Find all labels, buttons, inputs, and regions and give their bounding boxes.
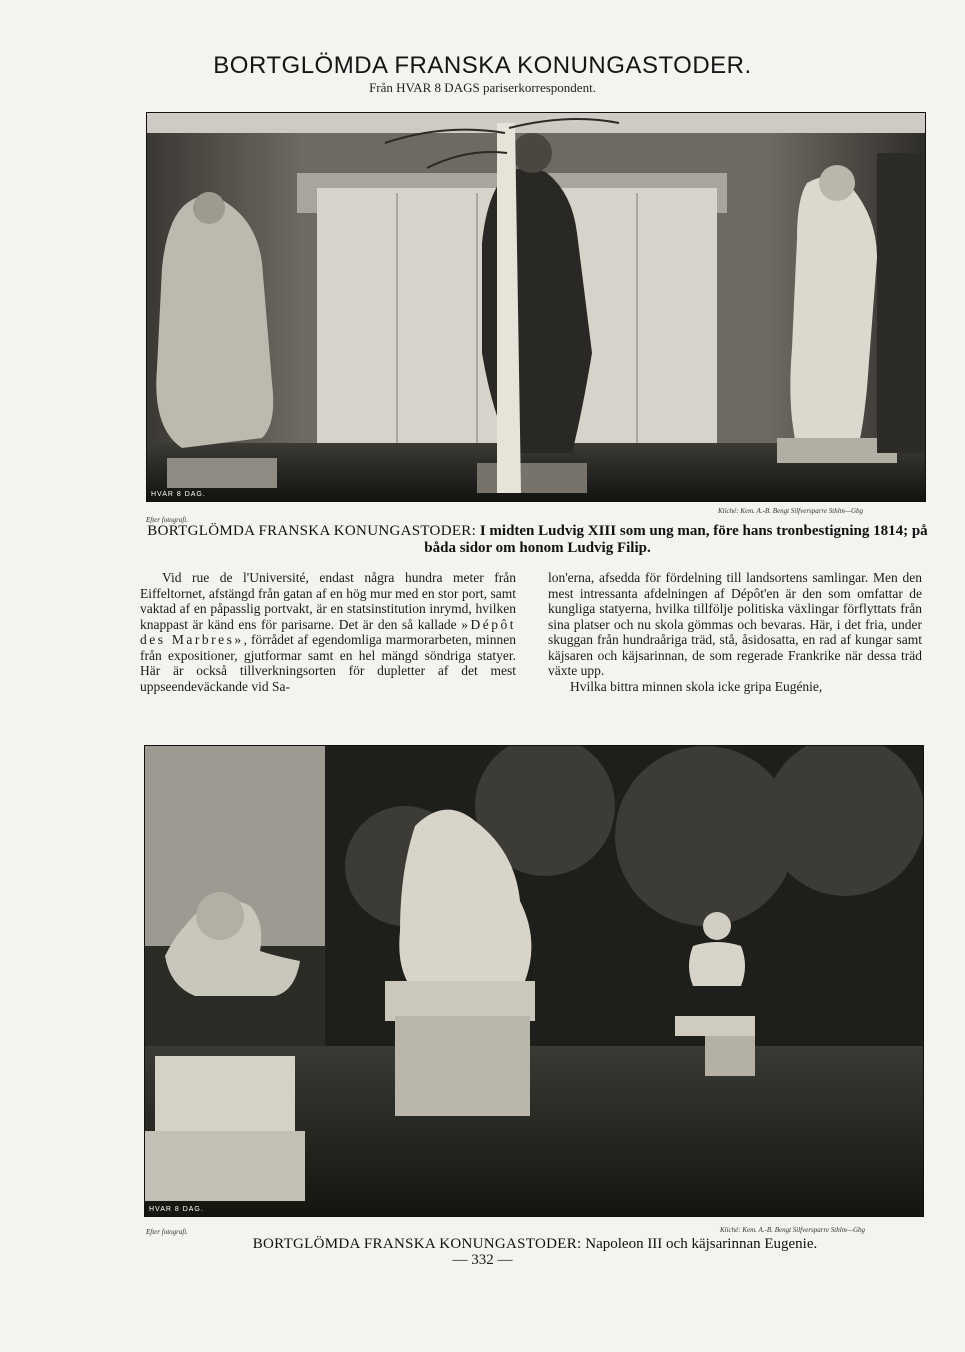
photo-credit-left: Efter fotografi. (146, 1228, 188, 1236)
page-title: BORTGLÖMDA FRANSKA KONUNGASTODER. (213, 52, 752, 79)
photo-watermark: HVAR 8 DAG. (149, 1206, 204, 1213)
caption-label: BORTGLÖMDA FRANSKA KONUNGASTODER: (147, 523, 477, 539)
statues-photo-top (146, 112, 926, 502)
caption-text: I midten Ludvig XIII som ung man, före hans tronbestigning 1814; på båda sidor om honom Ludvig Filip. (424, 523, 928, 556)
figure-caption-bottom (140, 1236, 930, 1253)
busts-photo-bottom (144, 745, 924, 1217)
page-number: — 332 — (452, 1252, 513, 1268)
photo-credit-left: Efter fotografi. (146, 516, 188, 524)
article-text: , förrådet af egendomliga marmorarbeten, minnen från expositioner, gjutformar samt en hel mängd söndriga statyer. Här är också tillverkningsorten för dupletter af det mest uppseendeväckande vid Sa- (140, 632, 516, 694)
caption-label: BORTGLÖMDA FRANSKA KONUNGASTODER: (252, 1236, 582, 1252)
article-text: Vid rue de l'Université, endast några hundra meter från Eiffeltornet, afstängd från gatan af en hög mur med en stor port, samt vaktad af en påpasslig portvakt, är en statsinstitution inrymd, hvilken knappast är känd ens för parisarne. Det är den så kallade (140, 570, 516, 632)
article-column-left (140, 570, 516, 694)
article-paragraph (140, 570, 516, 694)
photo-watermark: HVAR 8 DAG. (151, 491, 206, 498)
caption-text: Napoleon III och käjsarinnan Eugenie. (585, 1236, 818, 1252)
busts-photo-bottom-image (145, 746, 923, 1216)
statues-photo-top-image (147, 113, 925, 501)
article-paragraph: Hvilka bittra minnen skola icke gripa Eugénie, (570, 678, 823, 694)
page-subtitle: Från HVAR 8 DAGS pariserkorrespondent. (369, 80, 596, 95)
photo-credit-right: Kliché: Kem. A.-B. Bengt Silfversparre Sthlm—Gbg (720, 1226, 866, 1234)
article-paragraph: lon'erna, afsedda för fördelning till landsortens samlingar. Men den mest intressanta afdelningen af Dépôt'en är den som omfattar de kungliga statyerna, hvilka tillfölje politiska växlingar förflyttats från sina platser och nu skola gömmas och bevaras. Här, i det fria, under skuggan från hundraåriga träd, stå, åsidosatta, en rad af kungar samt käjsaren och käjsarinnan, de som regerade Frankrike när dessa träd växte upp. (548, 570, 922, 678)
depot-name: »Dépôt des Marbres» (140, 616, 516, 647)
figure-caption-top (140, 523, 935, 557)
article-column-right (548, 570, 922, 694)
photo-credit-right: Kliché: Kem. A.-B. Bengt Silfversparre Sthlm—Gbg (718, 507, 864, 515)
